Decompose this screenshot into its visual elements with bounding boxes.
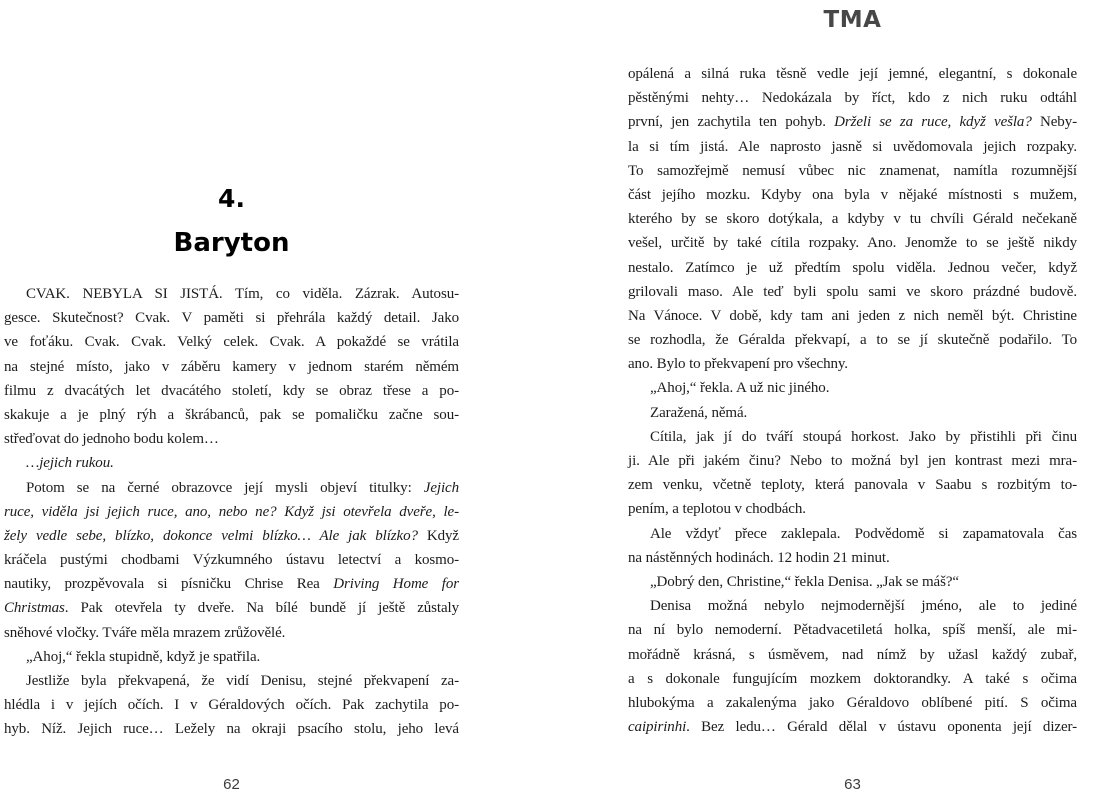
text-line <box>4 355 459 379</box>
text-line <box>4 282 459 306</box>
text-line <box>628 522 1077 546</box>
body-text: první, jen zachytila ten pohyb. <box>628 114 835 131</box>
text-line <box>4 476 459 500</box>
body-text: la si tím jistá. Ale naprosto jasně si uvědomovala jejich rozpaky. <box>628 138 1077 155</box>
text-line <box>4 693 459 717</box>
body-text: . Pak otevřela ty dveře. Na bílé bundě jí ještě zůstaly <box>64 600 459 617</box>
body-text: část jejího mozku. Kdyby ona byla v nějaké místnosti s mužem, <box>628 186 1077 203</box>
text-line <box>628 425 1077 449</box>
body-text: na ní bylo nemoderní. Pětadvacetiletá holka, spíš menší, ale mi- <box>628 622 1077 639</box>
body-text: ji. Ale při jakém činu? Nebo to možná byl jen kontrast mezi mra- <box>628 453 1077 469</box>
text-line <box>628 715 1077 739</box>
text-line <box>628 110 1077 134</box>
text-line <box>4 572 459 596</box>
body-text: Jestliže byla překvapená, že vidí Denisu, stejné překvapení za- <box>26 673 459 689</box>
body-text: skakuje a je plný rýh a škrábanců, pak se pomaličku začne sou- <box>4 406 459 423</box>
page-left-body <box>4 282 459 742</box>
body-text: ve foťáku. Cvak. Cvak. Velký celek. Cvak. A pokaždé se vrátila <box>4 334 459 351</box>
text-line <box>628 86 1077 110</box>
body-text: mořádně krásná, s úsměvem, nad nímž by užasl každý zubař, <box>628 646 1077 663</box>
body-text: Denisa možná nebylo nejmodernější jméno, ale to jediné <box>650 598 1077 615</box>
body-text: kráčela pustými chodbami Výzkumného ústavu letectví a kosmo- <box>4 552 459 569</box>
text-line <box>628 401 1077 425</box>
body-text: Neby- <box>1031 114 1077 131</box>
body-text: nautiky, prozpěvovala si písničku Chrise Rea <box>4 576 334 593</box>
text-line <box>628 328 1077 352</box>
text-line <box>4 403 459 427</box>
body-text: grilovali maso. Ale teď byli spolu sami ve skoro prázdné budově. <box>628 283 1077 300</box>
text-line <box>628 304 1077 328</box>
body-text: „Ahoj,“ řekla stupidně, když je spatřila. <box>26 648 261 665</box>
body-text: . Bez ledu… Gérald dělal v ústavu oponenta její dizer- <box>686 719 1077 736</box>
body-text: To samozřejmě nemusí vůbec nic znamenat, namítla rozumnější <box>628 162 1077 179</box>
italic-text: Drželi se za ruce, když vešla? <box>834 114 1032 131</box>
text-line <box>628 183 1077 207</box>
text-line <box>628 449 1077 473</box>
text-line <box>628 256 1077 280</box>
body-text: filmu z dvacátých let dvacátého století, kdy se obraz třese a po- <box>4 382 459 399</box>
body-text: hyb. Níž. Jejich ruce… Ležely na okraji psacího stolu, jeho levá <box>4 721 459 738</box>
italic-text: …jejich rukou. <box>26 455 114 472</box>
text-line <box>628 62 1077 86</box>
page-right <box>628 0 1077 800</box>
page-number-left: 62 <box>223 776 240 793</box>
text-line <box>628 643 1077 667</box>
text-line <box>628 231 1077 255</box>
text-line <box>628 570 1077 594</box>
text-line <box>4 306 459 330</box>
text-line <box>628 280 1077 304</box>
text-line <box>628 135 1077 159</box>
body-text: ano. Bylo to překvapení pro všechny. <box>628 356 848 373</box>
italic-text: Christmas <box>4 600 65 617</box>
body-text: „Dobrý den, Christine,“ řekla Denisa. „Jak se máš?“ <box>650 573 959 590</box>
text-line <box>4 500 459 524</box>
italic-text: Driving Home for <box>333 576 459 593</box>
body-text: gesce. Skutečnost? Cvak. V paměti si přehrála každý detail. Jako <box>4 310 459 327</box>
text-line <box>628 159 1077 183</box>
body-text: Potom se na černé obrazovce její mysli objeví titulky: <box>26 479 424 496</box>
running-header: TMA <box>823 7 882 33</box>
text-line <box>628 691 1077 715</box>
chapter-number: 4. <box>218 184 245 213</box>
text-line <box>628 207 1077 231</box>
body-text: pěstěnými nehty… Nedokázala by říct, kdo z nich ruku odtáhl <box>628 90 1077 107</box>
italic-text: ruce, viděla jsi jejich ruce, ano, nebo ne? Když jsi otevřela dveře, le- <box>4 503 459 520</box>
body-text: na stejné místo, jako v záběru kamery v jednom starém němém <box>4 358 459 375</box>
text-line <box>4 645 459 669</box>
italic-text: žely vedle sebe, blízko, dokonce velmi blízko… Ale jak blízko? <box>4 527 418 544</box>
page-right-body <box>628 62 1077 739</box>
chapter-title: Baryton <box>173 228 290 258</box>
body-text: na nástěnných hodinách. 12 hodin 21 minut. <box>628 549 890 566</box>
text-line <box>4 524 459 548</box>
text-line <box>628 667 1077 691</box>
body-text: střeďovat do jednoho bodu kolem… <box>4 431 219 448</box>
text-line <box>4 379 459 403</box>
text-line <box>628 594 1077 618</box>
text-line <box>4 330 459 354</box>
body-text: se rozhodla, že Géralda překvapí, a to se jí skutečně podařilo. To <box>628 332 1077 349</box>
text-line <box>4 427 459 451</box>
body-text: Ale vždyť přece zaklepala. Podvědomě si zapamatovala čas <box>650 525 1077 542</box>
body-text: kterého by se skoro dotýkala, a kdyby v tu chvíli Gérald nečekaně <box>628 211 1077 228</box>
text-line <box>4 451 459 475</box>
body-text: pením, a teplotou v chodbách. <box>628 501 806 518</box>
text-line <box>628 376 1077 400</box>
body-text: hlubokýma a zakalenýma jako Géraldovo oblíbené pití. S očima <box>628 694 1077 711</box>
page-left <box>4 0 459 800</box>
text-line <box>628 473 1077 497</box>
text-line <box>4 669 459 693</box>
body-text: zem venku, včetně teploty, která panovala v Saabu s rozbitým to- <box>628 477 1077 494</box>
body-text: a s dokonale fungujícím mozkem doktorandky. A také s očima <box>628 670 1077 687</box>
body-text: Zaražená, němá. <box>650 404 748 421</box>
text-line <box>4 717 459 741</box>
page-number-right: 63 <box>844 776 861 793</box>
body-text: Když <box>417 527 459 544</box>
body-text: CVAK. NEBYLA SI JISTÁ. Tím, co viděla. Zázrak. Autosu- <box>26 286 459 302</box>
italic-text: caipirinhi <box>628 719 687 736</box>
text-line <box>628 618 1077 642</box>
text-line <box>4 621 459 645</box>
body-text: Na Vánoce. V době, kdy tam ani jeden z nich neměl být. Christine <box>628 307 1077 324</box>
text-line <box>628 497 1077 521</box>
body-text: opálená a silná ruka těsně vedle její jemné, elegantní, s dokonale <box>628 66 1077 82</box>
body-text: Cítila, jak jí do tváří stoupá horkost. Jako by přistihli při činu <box>650 428 1077 445</box>
text-line <box>4 548 459 572</box>
body-text: hlédla i v jejích očích. I v Géraldových očích. Pak zachytila po- <box>4 697 459 714</box>
body-text: „Ahoj,“ řekla. A už nic jiného. <box>650 380 830 397</box>
text-line <box>4 596 459 620</box>
body-text: vešel, určitě by také cítila rozpaky. Ano. Jenomže to se ještě nikdy <box>628 235 1077 252</box>
body-text: sněhové vločky. Tváře měla mrazem zrůžovělé. <box>4 624 286 641</box>
text-line <box>628 352 1077 376</box>
italic-text: Jejich <box>423 479 459 496</box>
body-text: nestalo. Zatímco je už předtím spolu viděla. Jednou večer, když <box>628 259 1077 276</box>
text-line <box>628 546 1077 570</box>
